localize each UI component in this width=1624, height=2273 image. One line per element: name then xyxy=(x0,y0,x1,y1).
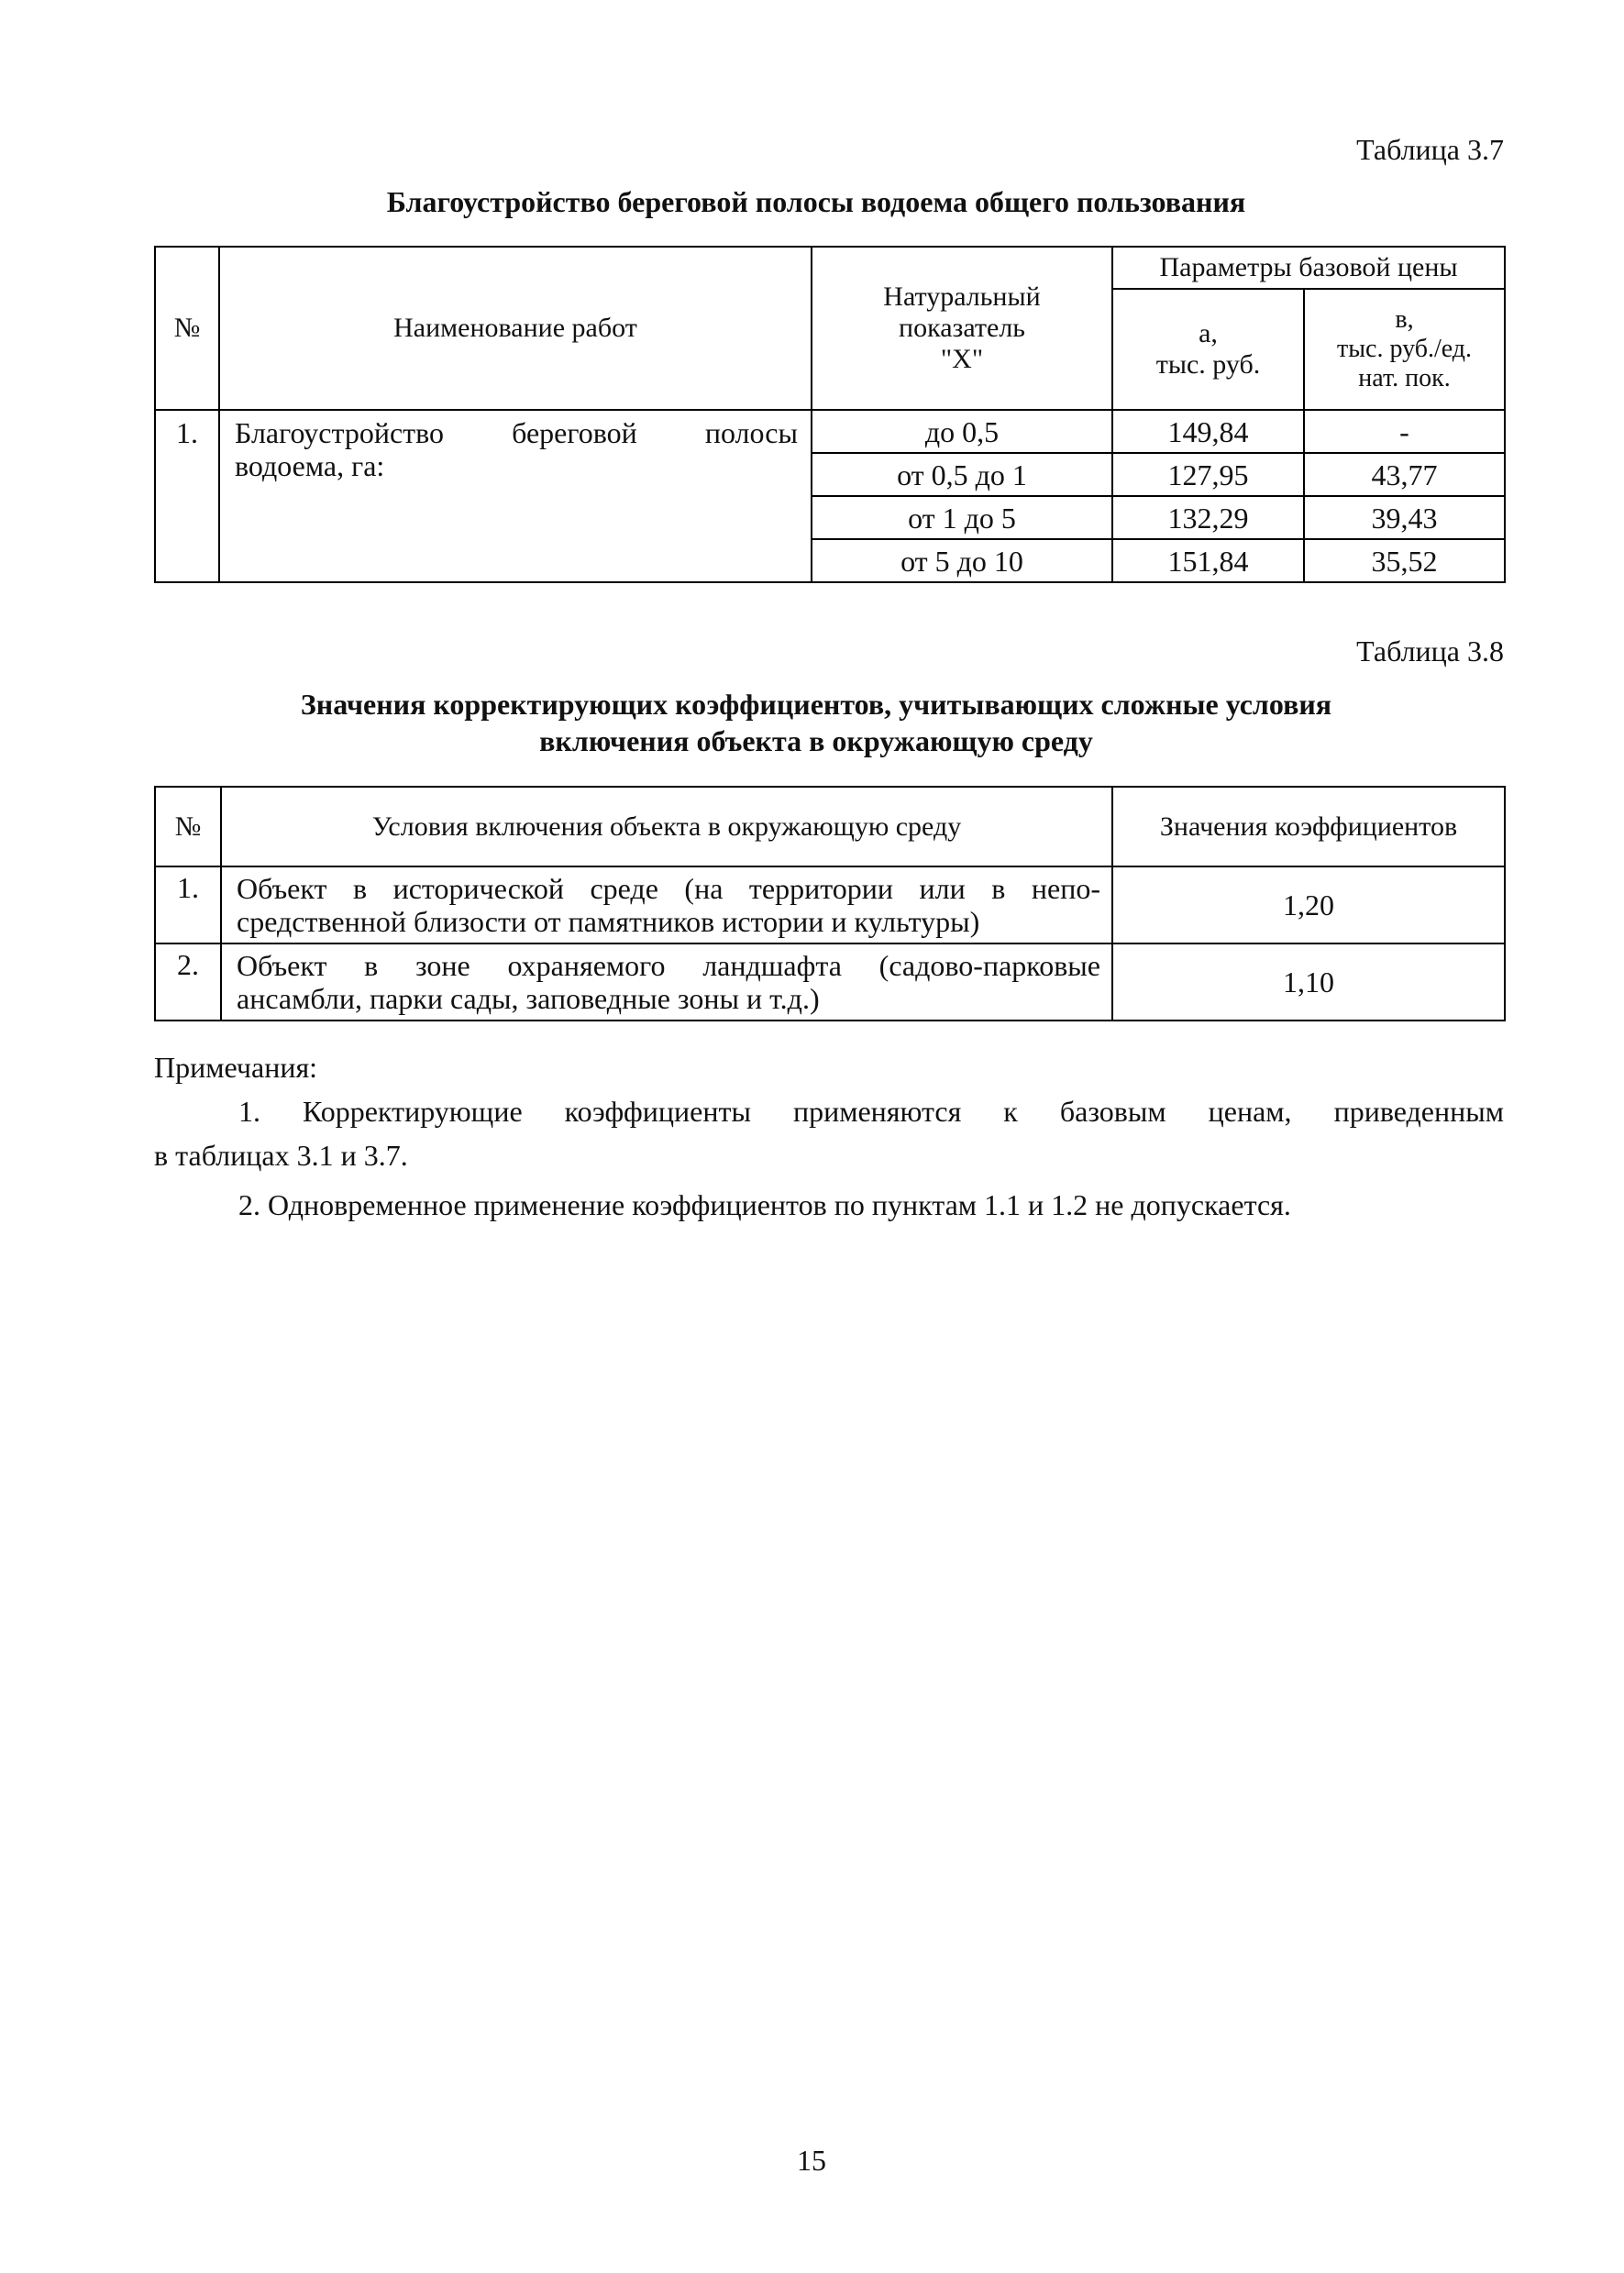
row-condition-line2: средственной близости от памятников истории и культуры) xyxy=(237,905,980,938)
header-b-line2: тыс. руб./ед. xyxy=(1336,335,1473,363)
table-3-7-caption: Таблица 3.7 xyxy=(1356,133,1504,166)
note-2: 2. Одновременное применение коэффициентов по пунктам 1.1 и 1.2 не допускается. xyxy=(238,1188,1291,1221)
row-value: 1,20 xyxy=(1112,866,1505,943)
cell-x: от 5 до 10 xyxy=(812,539,1112,582)
row-condition xyxy=(221,943,1112,1021)
header-conditions: Условия включения объекта в окружающую среду xyxy=(221,787,1112,866)
note-1-line1: 1. Корректирующие коэффициенты применяются к базовым ценам, приведенным xyxy=(238,1095,1504,1128)
header-b-line3: нат. пок. xyxy=(1358,364,1451,392)
cell-a: 151,84 xyxy=(1112,539,1304,582)
row-condition-line1: Объект в зоне охраняемого ландшафта (садово-парковые xyxy=(237,949,1100,982)
row-condition-line1: Объект в исторической среде (на территории или в непо- xyxy=(237,872,1100,905)
table-3-8-title-line1: Значения корректирующих коэффициентов, учитывающих сложные условия xyxy=(300,688,1332,721)
row-value: 1,10 xyxy=(1112,943,1505,1021)
header-a-line1: а, xyxy=(1199,318,1218,348)
cell-x: от 0,5 до 1 xyxy=(812,453,1112,496)
cell-a: 132,29 xyxy=(1112,496,1304,539)
header-a xyxy=(1112,289,1304,410)
header-natural-line3: "Х" xyxy=(940,344,984,374)
header-b xyxy=(1304,289,1505,410)
page-number: 15 xyxy=(797,2144,826,2177)
note-1-line2: в таблицах 3.1 и 3.7. xyxy=(154,1139,408,1172)
row-num: 1. xyxy=(155,410,219,582)
cell-b: - xyxy=(1304,410,1505,453)
table-3-8-caption: Таблица 3.8 xyxy=(1356,634,1504,668)
notes xyxy=(154,1045,1504,1227)
table-3-7 xyxy=(154,246,1506,583)
row-name-line1: Благоустройство береговой полосы xyxy=(235,416,798,449)
cell-b: 35,52 xyxy=(1304,539,1505,582)
cell-b: 43,77 xyxy=(1304,453,1505,496)
row-num: 2. xyxy=(155,943,221,1021)
header-values: Значения коэффициентов xyxy=(1112,787,1505,866)
cell-b: 39,43 xyxy=(1304,496,1505,539)
cell-a: 127,95 xyxy=(1112,453,1304,496)
header-num: № xyxy=(155,787,221,866)
header-natural xyxy=(812,247,1112,410)
header-a-line2: тыс. руб. xyxy=(1155,349,1261,380)
header-num: № xyxy=(155,247,219,410)
header-natural-line2: показатель xyxy=(899,313,1025,343)
cell-x: до 0,5 xyxy=(812,410,1112,453)
table-3-8 xyxy=(154,786,1506,1021)
row-condition xyxy=(221,866,1112,943)
row-name xyxy=(219,410,812,582)
notes-heading: Примечания: xyxy=(154,1051,318,1084)
cell-a: 149,84 xyxy=(1112,410,1304,453)
row-num: 1. xyxy=(155,866,221,943)
table-3-8-title xyxy=(147,686,1486,759)
row-name-line2: водоема, га: xyxy=(235,449,385,482)
cell-x: от 1 до 5 xyxy=(812,496,1112,539)
header-natural-line1: Натуральный xyxy=(883,281,1041,312)
table-3-8-title-line2: включения объекта в окружающую среду xyxy=(539,724,1093,757)
header-name: Наименование работ xyxy=(219,247,812,410)
header-b-line1: в, xyxy=(1395,305,1414,334)
row-condition-line2: ансамбли, парки сады, заповедные зоны и т.д.) xyxy=(237,982,820,1015)
table-3-7-title: Благоустройство береговой полосы водоема общего пользования xyxy=(386,185,1246,218)
header-params: Параметры базовой цены xyxy=(1112,247,1505,289)
